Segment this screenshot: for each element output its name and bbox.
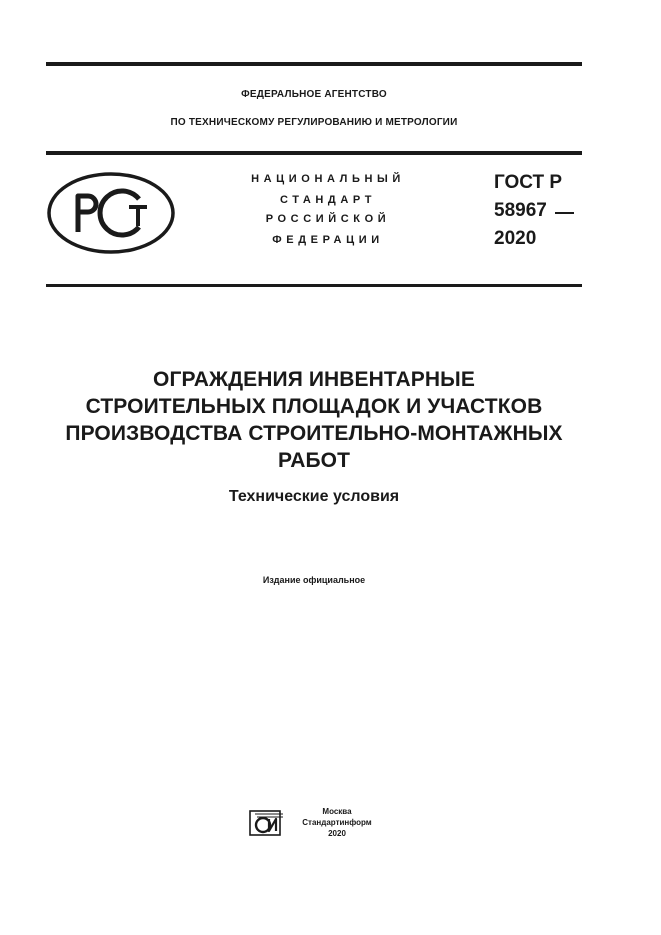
national-standard-line-2: СТАНДАРТ — [279, 194, 377, 206]
national-standard-line-3: РОССИЙСКОЙ — [265, 213, 391, 225]
top-rule — [46, 62, 582, 66]
document-title-line-2: СТРОИТЕЛЬНЫХ ПЛОЩАДОК И УЧАСТКОВ — [85, 395, 543, 418]
agency-line-1: ФЕДЕРАЛЬНОЕ АГЕНТСТВО — [241, 89, 387, 100]
edition-note: Издание официальное — [262, 575, 366, 585]
document-title-line-4: РАБОТ — [277, 449, 351, 472]
designation-dash — [555, 212, 574, 214]
national-standard-line-1: НАЦИОНАЛЬНЫЙ — [251, 173, 405, 185]
document-title-line-3: ПРОИЗВОДСТВА СТРОИТЕЛЬНО-МОНТАЖНЫХ — [65, 422, 563, 445]
agency-line-2: ПО ТЕХНИЧЕСКОМУ РЕГУЛИРОВАНИЮ И МЕТРОЛОГИИ — [170, 117, 458, 128]
middle-rule — [46, 151, 582, 155]
publisher-name: Стандартинформ — [302, 818, 372, 827]
designation-number: 58967 — [494, 200, 547, 221]
document-subtitle: Технические условия — [228, 488, 400, 505]
designation-year: 2020 — [494, 228, 537, 249]
rst-emblem-icon — [47, 172, 175, 254]
national-standard-line-4: ФЕДЕРАЦИИ — [272, 234, 384, 246]
publisher-year: 2020 — [328, 829, 346, 838]
bottom-rule — [46, 284, 582, 287]
document-title-line-1: ОГРАЖДЕНИЯ ИНВЕНТАРНЫЕ — [153, 368, 475, 391]
publisher-city: Москва — [322, 807, 352, 816]
standartinform-logo-icon — [249, 810, 285, 836]
designation-prefix: ГОСТ Р — [494, 172, 563, 193]
